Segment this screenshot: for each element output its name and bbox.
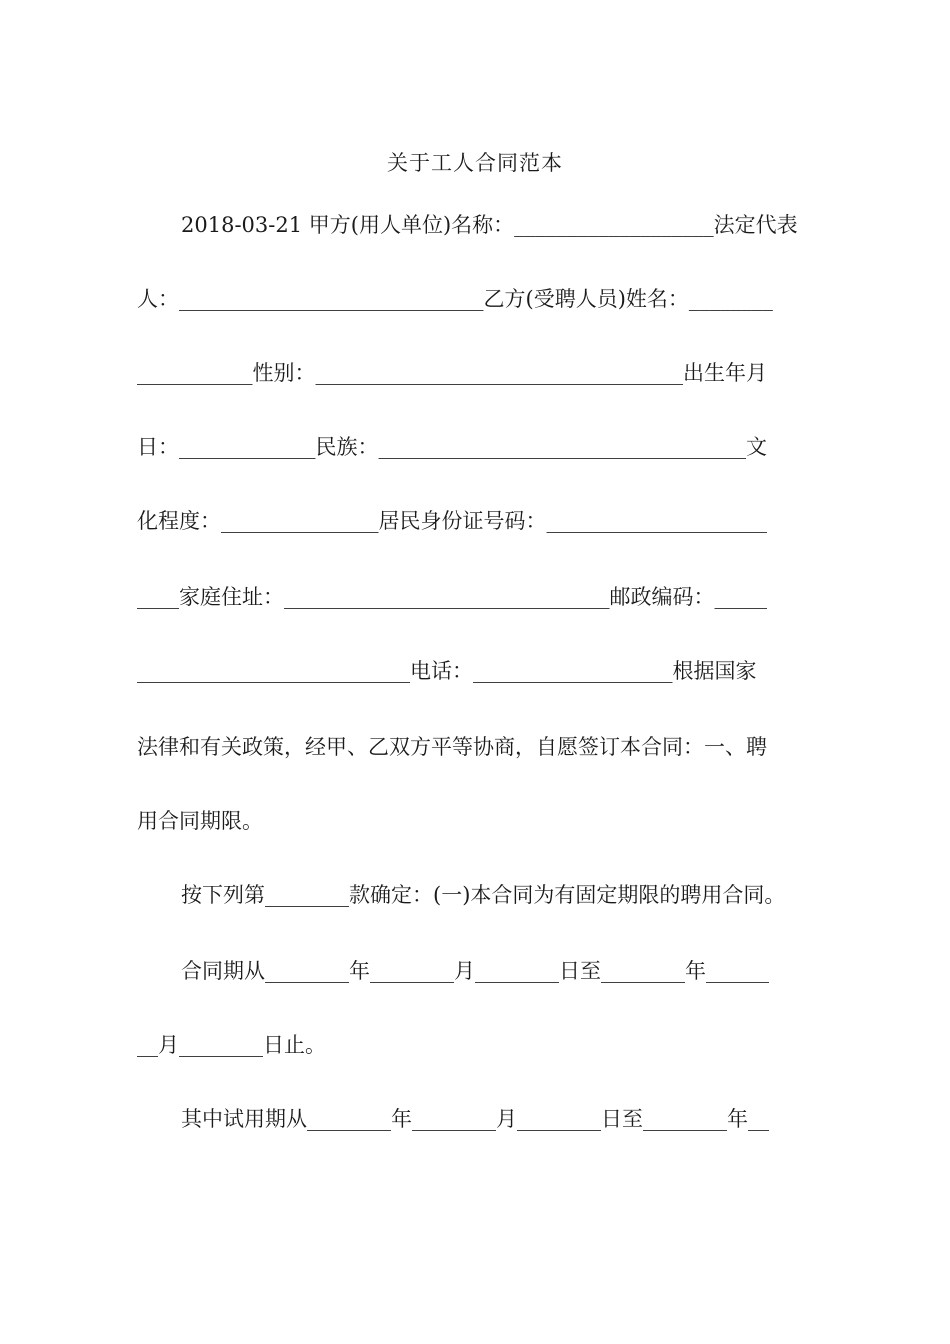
paragraph-line-3: ___________性别：___________________________________出生年月 bbox=[137, 361, 767, 385]
paragraph-line-12: __月________日止。 bbox=[137, 1033, 326, 1057]
paragraph-line-13: 其中试用期从________年________月________日至________年__ bbox=[181, 1107, 769, 1131]
paragraph-line-4: 日：_____________民族：___________________________________文 bbox=[137, 435, 767, 459]
paragraph-line-8: 法律和有关政策，经甲、乙双方平等协商，自愿签订本合同：一、聘 bbox=[137, 735, 767, 759]
paragraph-line-11: 合同期从________年________月________日至________年______ bbox=[181, 959, 769, 983]
paragraph-line-7: __________________________电话：___________________根据国家 bbox=[137, 659, 757, 683]
paragraph-line-9: 用合同期限。 bbox=[137, 809, 263, 833]
paragraph-line-5: 化程度：_______________居民身份证号码：_____________________ bbox=[137, 509, 767, 533]
document-title: 关于工人合同范本 bbox=[387, 151, 563, 175]
paragraph-line-1: 2018-03-21 甲方(用人单位)名称：___________________法定代表 bbox=[181, 213, 798, 237]
paragraph-line-2: 人：_____________________________乙方(受聘人员)姓名：________ bbox=[137, 287, 773, 311]
paragraph-line-10: 按下列第________款确定：(一)本合同为有固定期限的聘用合同。 bbox=[181, 883, 786, 907]
paragraph-line-6: ____家庭住址：_______________________________邮政编码：_____ bbox=[137, 585, 767, 609]
